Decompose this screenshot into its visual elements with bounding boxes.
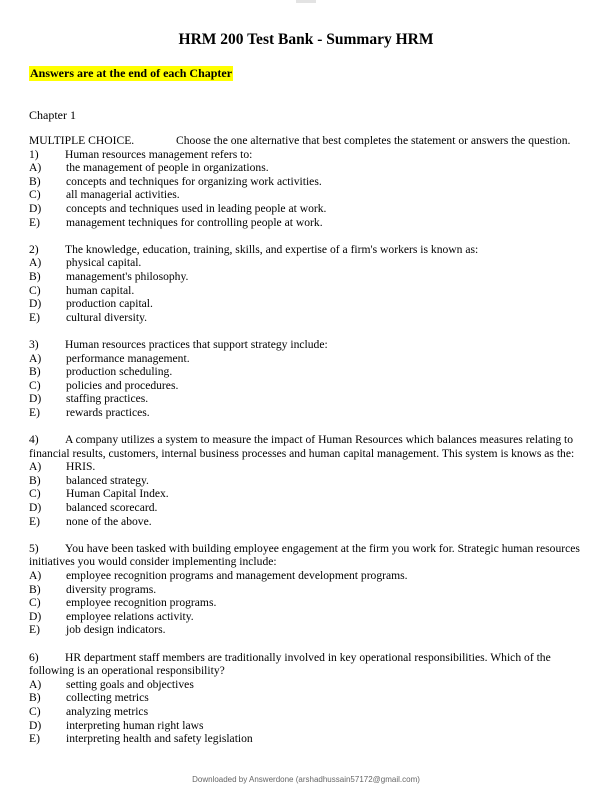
question-stem <box>29 243 585 257</box>
option-text: collecting metrics <box>66 691 149 705</box>
option-letter: C) <box>29 704 41 718</box>
option-letter: D) <box>29 297 42 311</box>
option-text: policies and procedures. <box>66 378 179 392</box>
option-letter: C) <box>29 188 41 202</box>
answer-option <box>29 732 585 746</box>
answer-option <box>29 583 585 597</box>
question-item <box>29 542 585 637</box>
option-letter: C) <box>29 487 41 501</box>
answer-option <box>29 352 585 366</box>
answer-option <box>29 515 585 529</box>
option-letter: C) <box>29 283 41 297</box>
answer-option <box>29 297 585 311</box>
question-number: 4) <box>29 433 39 447</box>
option-letter: D) <box>29 609 42 623</box>
question-item <box>29 148 585 230</box>
option-letter: D) <box>29 201 42 215</box>
answer-option <box>29 596 585 610</box>
option-text: production scheduling. <box>66 365 173 379</box>
highlighted-notice: Answers are at the end of each Chapter <box>30 66 233 80</box>
option-text: staffing practices. <box>66 392 149 406</box>
question-text: Human resources practices that support strategy include: <box>65 337 328 351</box>
option-text: Human Capital Index. <box>66 487 169 501</box>
option-text: employee recognition programs. <box>66 596 217 610</box>
download-footer: Downloaded by Answerdone (arshadhussain57172@gmail.com) <box>192 775 420 784</box>
answer-option <box>29 678 585 692</box>
answer-option <box>29 569 585 583</box>
option-text: none of the above. <box>66 514 152 528</box>
option-letter: B) <box>29 174 41 188</box>
option-letter: A) <box>29 677 42 691</box>
question-number: 3) <box>29 337 39 351</box>
answer-option <box>29 705 585 719</box>
option-letter: D) <box>29 718 42 732</box>
question-item <box>29 651 585 746</box>
answer-option <box>29 256 585 270</box>
question-text: A company utilizes a system to measure the impact of Human Resources which balances measures relating to financial results, customers, internal business processes and human capital management. This system is knows as the: <box>29 433 575 460</box>
question-item <box>29 243 585 325</box>
option-text: production capital. <box>66 297 153 311</box>
chapter-heading: Chapter 1 <box>29 108 76 122</box>
option-text: concepts and techniques used in leading people at work. <box>66 201 327 215</box>
option-text: management techniques for controlling people at work. <box>66 215 323 229</box>
answer-option <box>29 487 585 501</box>
answer-option <box>29 188 585 202</box>
question-stem <box>29 148 585 162</box>
option-text: rewards practices. <box>66 405 150 419</box>
answer-option <box>29 365 585 379</box>
option-text: analyzing metrics <box>66 704 149 718</box>
answer-option <box>29 460 585 474</box>
option-letter: A) <box>29 569 42 582</box>
answer-option <box>29 691 585 705</box>
option-letter: A) <box>29 256 42 270</box>
option-letter: E) <box>29 623 40 637</box>
question-text: The knowledge, education, training, skills, and expertise of a firm's workers is known as: <box>65 242 479 256</box>
option-letter: B) <box>29 473 41 487</box>
question-text: HR department staff members are traditionally involved in key operational responsibilities. Which of the following is an operational responsibility? <box>29 650 551 678</box>
mc-label: MULTIPLE CHOICE. <box>29 134 135 147</box>
option-letter: E) <box>29 514 40 528</box>
option-text: employee relations activity. <box>66 609 194 623</box>
question-number: 2) <box>29 242 39 256</box>
option-letter: D) <box>29 392 42 406</box>
option-text: interpreting health and safety legislation <box>66 732 253 746</box>
option-letter: A) <box>29 460 42 474</box>
option-text: the management of people in organizations. <box>66 161 269 175</box>
option-letter: E) <box>29 732 40 746</box>
answer-option <box>29 284 585 298</box>
option-letter: E) <box>29 215 40 229</box>
option-letter: A) <box>29 161 42 175</box>
question-number: 1) <box>29 147 39 161</box>
question-stem <box>29 433 585 460</box>
question-number: 5) <box>29 541 39 555</box>
question-number: 6) <box>29 650 39 664</box>
option-letter: B) <box>29 582 41 596</box>
question-item <box>29 338 585 420</box>
option-text: diversity programs. <box>66 582 157 596</box>
option-letter: E) <box>29 310 40 324</box>
option-text: human capital. <box>66 283 135 297</box>
option-text: management's philosophy. <box>66 269 189 283</box>
answer-option <box>29 610 585 624</box>
option-text: interpreting human right laws <box>66 718 204 732</box>
mc-instructions: Choose the one alternative that best completes the statement or answers the question. <box>176 134 571 147</box>
option-text: cultural diversity. <box>66 310 148 324</box>
answer-option <box>29 406 585 420</box>
option-text: concepts and techniques for organizing work activities. <box>66 174 322 188</box>
top-scroll-mark <box>296 0 316 3</box>
option-text: balanced strategy. <box>66 473 149 487</box>
question-text: Human resources management refers to: <box>65 147 253 161</box>
option-letter: B) <box>29 691 41 705</box>
option-text: HRIS. <box>66 460 96 474</box>
answer-option <box>29 719 585 733</box>
option-letter: E) <box>29 405 40 419</box>
option-letter: B) <box>29 365 41 379</box>
option-text: setting goals and objectives <box>66 677 194 691</box>
question-stem <box>29 651 585 678</box>
question-text: You have been tasked with building employee engagement at the firm you work for. Strategic human resources initiatives you would consider implementing include: <box>29 541 580 569</box>
answer-option <box>29 392 585 406</box>
option-text: performance management. <box>66 351 190 365</box>
option-letter: C) <box>29 596 41 610</box>
question-list <box>29 148 585 746</box>
option-letter: B) <box>29 269 41 283</box>
option-letter: C) <box>29 378 41 392</box>
answer-option <box>29 501 585 515</box>
question-stem <box>29 338 585 352</box>
answer-option <box>29 161 585 175</box>
option-text: physical capital. <box>66 256 142 270</box>
question-item <box>29 433 585 528</box>
answer-option <box>29 202 585 216</box>
option-text: all managerial activities. <box>66 188 180 202</box>
question-stem <box>29 542 585 569</box>
answer-option <box>29 216 585 230</box>
answer-option <box>29 379 585 393</box>
option-text: job design indicators. <box>66 623 166 637</box>
option-letter: A) <box>29 351 42 365</box>
answer-option <box>29 623 585 637</box>
question-body <box>29 134 585 746</box>
answer-option <box>29 270 585 284</box>
document-title: HRM 200 Test Bank - Summary HRM <box>178 31 434 48</box>
instructions-line <box>29 134 585 148</box>
answer-option <box>29 175 585 189</box>
option-text: balanced scorecard. <box>66 501 158 515</box>
answer-option <box>29 474 585 488</box>
option-text: employee recognition programs and management development programs. <box>66 569 408 582</box>
answer-option <box>29 311 585 325</box>
option-letter: D) <box>29 501 42 515</box>
